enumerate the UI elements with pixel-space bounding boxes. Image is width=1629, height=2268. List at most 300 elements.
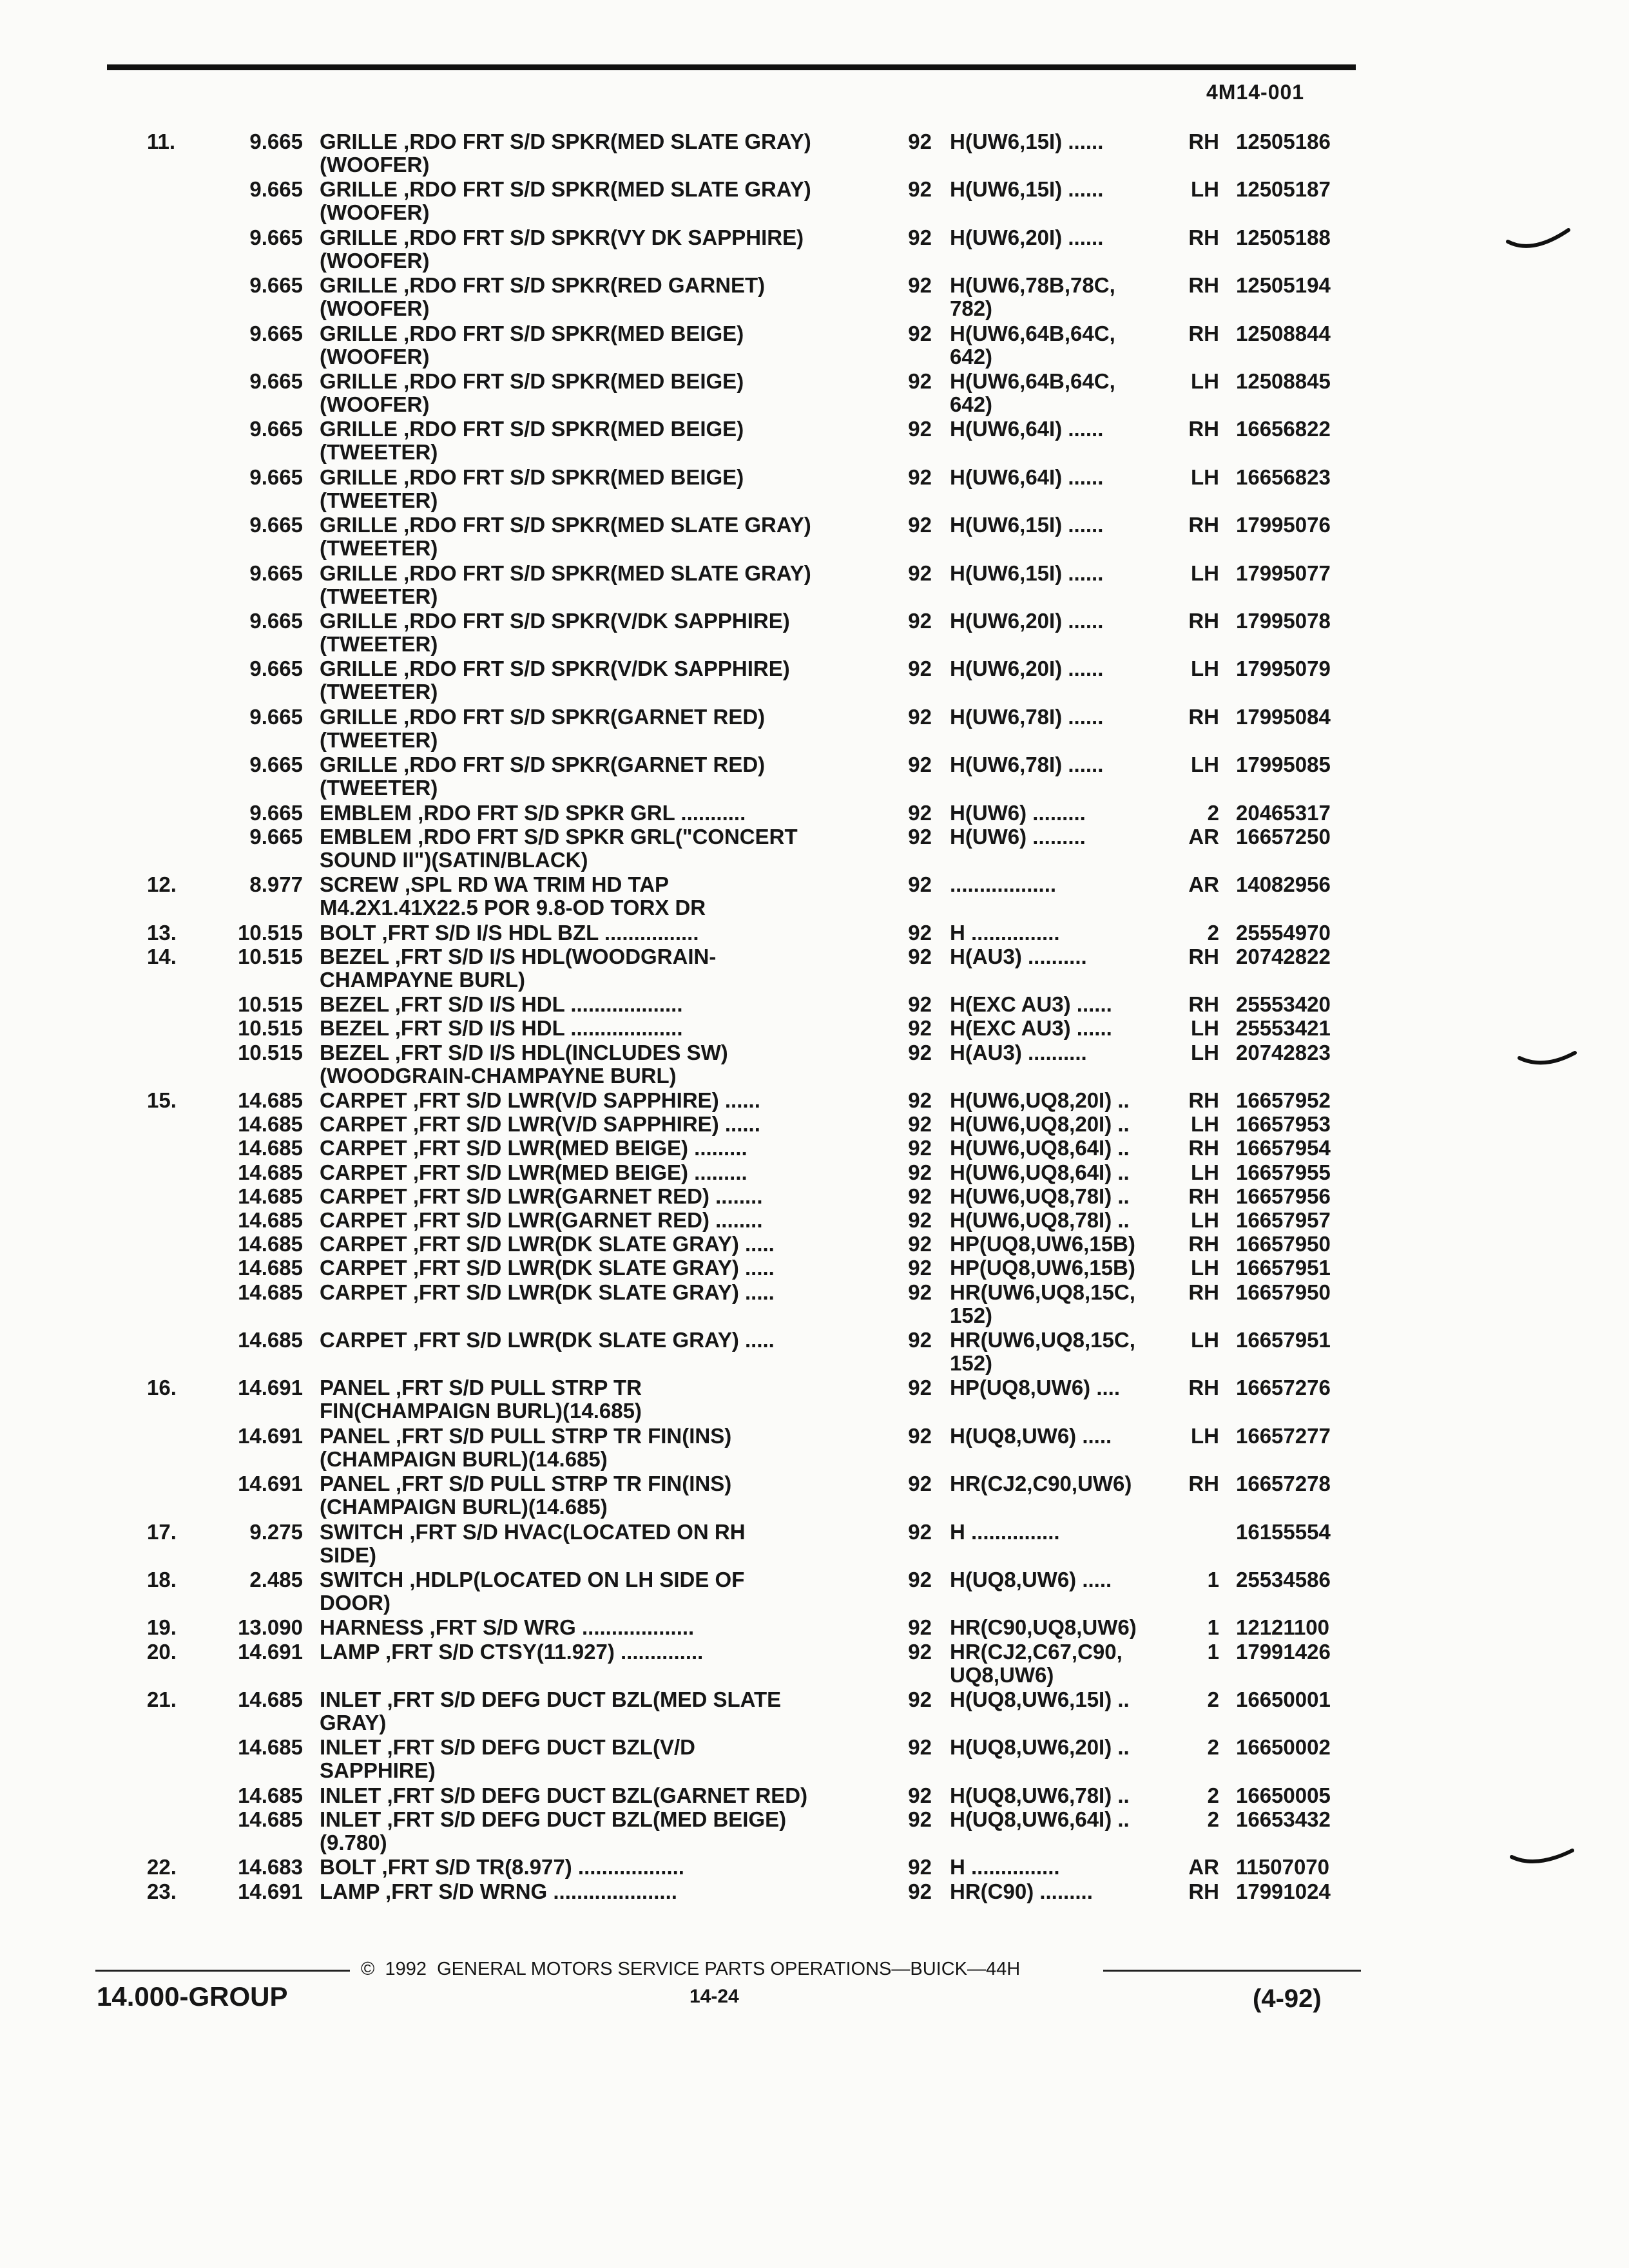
part-description: CARPET ,FRT S/D LWR(GARNET RED) ........ bbox=[320, 1184, 763, 1208]
model-code: H(EXC AU3) ...... bbox=[950, 992, 1112, 1017]
group-code: 14.685 bbox=[238, 1232, 303, 1256]
part-number: 12508844 bbox=[1236, 321, 1331, 345]
table-row bbox=[0, 322, 1629, 369]
model-year: 92 bbox=[908, 369, 932, 393]
quantity: AR bbox=[1188, 824, 1219, 849]
model-year: 92 bbox=[908, 1040, 932, 1064]
quantity: LH bbox=[1191, 1112, 1219, 1137]
part-number: 16657276 bbox=[1236, 1376, 1331, 1400]
footer-rule-right bbox=[1103, 1970, 1361, 1972]
group-code: 14.685 bbox=[238, 1160, 303, 1184]
quantity: LH bbox=[1191, 1328, 1219, 1352]
model-code: H(UW6) ......... bbox=[950, 824, 1086, 849]
part-description: GRILLE ,RDO FRT S/D SPKR(RED GARNET) (WOOFER) bbox=[320, 273, 766, 321]
model-code: H(UW6,15I) ...... bbox=[950, 513, 1104, 537]
model-code: .................. bbox=[950, 872, 1057, 897]
quantity: 1 bbox=[1207, 1639, 1219, 1664]
group-code: 14.685 bbox=[238, 1208, 303, 1232]
model-year: 92 bbox=[908, 321, 932, 345]
table-row bbox=[0, 562, 1629, 608]
group-code: 10.515 bbox=[238, 992, 303, 1017]
figure-number: 21. bbox=[147, 1687, 177, 1711]
group-code: 14.685 bbox=[238, 1783, 303, 1807]
quantity: AR bbox=[1188, 872, 1219, 897]
part-number: 16657956 bbox=[1236, 1184, 1331, 1208]
model-year: 92 bbox=[908, 609, 932, 633]
group-code: 9.665 bbox=[249, 657, 303, 681]
part-number: 11507070 bbox=[1236, 1855, 1330, 1879]
model-year: 92 bbox=[908, 944, 932, 968]
part-number: 12505186 bbox=[1236, 130, 1331, 153]
part-description: INLET ,FRT S/D DEFG DUCT BZL(MED BEIGE) (9.780) bbox=[320, 1807, 787, 1854]
model-code: H(UQ8,UW6) ..... bbox=[950, 1423, 1112, 1448]
part-number: 17995078 bbox=[1236, 609, 1331, 633]
model-code: HR(UW6,UQ8,15C, 152) bbox=[950, 1280, 1135, 1327]
quantity: LH bbox=[1191, 1040, 1219, 1064]
model-code: H(UW6,UQ8,20I) .. bbox=[950, 1112, 1130, 1137]
model-code: HP(UQ8,UW6,15B) bbox=[950, 1256, 1135, 1280]
part-number: 17991426 bbox=[1236, 1639, 1331, 1664]
copyright-line: © 1992 GENERAL MOTORS SERVICE PARTS OPERATIONS—BUICK—44H bbox=[361, 1959, 1021, 1979]
group-code: 14.685 bbox=[238, 1256, 303, 1280]
model-year: 92 bbox=[908, 1423, 932, 1448]
table-row bbox=[0, 418, 1629, 464]
model-year: 92 bbox=[908, 561, 932, 585]
model-year: 92 bbox=[908, 992, 932, 1017]
model-year: 92 bbox=[908, 1568, 932, 1591]
part-description: BOLT ,FRT S/D I/S HDL BZL ................ bbox=[320, 920, 699, 945]
part-number: 17995076 bbox=[1236, 513, 1331, 537]
group-code: 9.665 bbox=[249, 561, 303, 585]
model-year: 92 bbox=[908, 872, 932, 897]
group-code: 10.515 bbox=[238, 1040, 303, 1064]
group-code: 14.685 bbox=[238, 1328, 303, 1352]
part-number: 16657250 bbox=[1236, 824, 1331, 849]
model-code: H(UW6,15I) ...... bbox=[950, 177, 1104, 202]
part-number: 16657951 bbox=[1236, 1256, 1331, 1280]
part-description: GRILLE ,RDO FRT S/D SPKR(MED BEIGE) (TWEETER) bbox=[320, 465, 744, 512]
model-year: 92 bbox=[908, 1136, 932, 1160]
quantity: 2 bbox=[1207, 1807, 1219, 1831]
quantity: RH bbox=[1188, 130, 1219, 153]
table-row bbox=[0, 466, 1629, 512]
part-number: 16656822 bbox=[1236, 417, 1331, 441]
model-year: 92 bbox=[908, 1855, 932, 1879]
part-number: 12505187 bbox=[1236, 177, 1331, 202]
model-code: HP(UQ8,UW6,15B) bbox=[950, 1232, 1135, 1256]
quantity: RH bbox=[1188, 1088, 1219, 1112]
table-row bbox=[0, 1425, 1629, 1471]
group-code: 10.515 bbox=[238, 920, 303, 945]
model-year: 92 bbox=[908, 753, 932, 777]
group-code: 14.691 bbox=[238, 1879, 303, 1903]
part-number: 20742822 bbox=[1236, 944, 1331, 968]
model-year: 92 bbox=[908, 1256, 932, 1280]
group-code: 14.685 bbox=[238, 1112, 303, 1137]
model-code: H(UW6,20I) ...... bbox=[950, 225, 1104, 249]
table-row bbox=[0, 130, 1629, 177]
part-number: 17991024 bbox=[1236, 1879, 1331, 1903]
group-label: 14.000-GROUP bbox=[97, 1981, 288, 2012]
part-description: CARPET ,FRT S/D LWR(DK SLATE GRAY) ..... bbox=[320, 1280, 775, 1304]
margin-tick-mark bbox=[1507, 229, 1577, 255]
model-code: H ............... bbox=[950, 1855, 1060, 1879]
table-row bbox=[0, 1736, 1629, 1782]
quantity: LH bbox=[1191, 753, 1219, 777]
part-description: CARPET ,FRT S/D LWR(V/D SAPPHIRE) ...... bbox=[320, 1112, 760, 1137]
figure-number: 19. bbox=[147, 1615, 177, 1640]
table-row bbox=[0, 1472, 1629, 1519]
part-number: 25553420 bbox=[1236, 992, 1331, 1017]
model-year: 92 bbox=[908, 1472, 932, 1496]
group-code: 14.691 bbox=[238, 1472, 303, 1496]
group-code: 9.665 bbox=[249, 513, 303, 537]
top-rule bbox=[107, 64, 1356, 70]
quantity: RH bbox=[1188, 992, 1219, 1017]
model-year: 92 bbox=[908, 657, 932, 681]
group-code: 9.665 bbox=[249, 225, 303, 249]
model-year: 92 bbox=[908, 800, 932, 825]
figure-number: 12. bbox=[147, 872, 177, 897]
part-number: 16657277 bbox=[1236, 1423, 1331, 1448]
table-row bbox=[0, 370, 1629, 416]
model-code: HR(CJ2,C90,UW6) bbox=[950, 1472, 1132, 1496]
quantity: AR bbox=[1188, 1855, 1219, 1879]
model-code: H(UW6,UQ8,20I) .. bbox=[950, 1088, 1130, 1112]
model-code: HP(UQ8,UW6) .... bbox=[950, 1376, 1121, 1400]
model-code: H(UQ8,UW6,15I) .. bbox=[950, 1687, 1130, 1711]
model-code: H(UW6,15I) ...... bbox=[950, 130, 1104, 153]
quantity: RH bbox=[1188, 1879, 1219, 1903]
part-description: INLET ,FRT S/D DEFG DUCT BZL(GARNET RED) bbox=[320, 1783, 808, 1807]
part-description: GRILLE ,RDO FRT S/D SPKR(VY DK SAPPHIRE) (WOOFER) bbox=[320, 225, 804, 273]
part-number: 16657951 bbox=[1236, 1328, 1331, 1352]
group-code: 9.665 bbox=[249, 273, 303, 298]
part-description: CARPET ,FRT S/D LWR(DK SLATE GRAY) ..... bbox=[320, 1256, 775, 1280]
quantity: RH bbox=[1188, 417, 1219, 441]
quantity: RH bbox=[1188, 944, 1219, 968]
figure-number: 16. bbox=[147, 1376, 177, 1400]
part-number: 25554970 bbox=[1236, 920, 1331, 945]
quantity: 2 bbox=[1207, 1687, 1219, 1711]
model-year: 92 bbox=[908, 1639, 932, 1664]
model-code: HR(UW6,UQ8,15C, 152) bbox=[950, 1328, 1135, 1375]
table-row bbox=[0, 514, 1629, 560]
quantity: LH bbox=[1191, 369, 1219, 393]
quantity: RH bbox=[1188, 1184, 1219, 1208]
table-row bbox=[0, 610, 1629, 656]
model-year: 92 bbox=[908, 417, 932, 441]
group-code: 14.685 bbox=[238, 1184, 303, 1208]
part-number: 20465317 bbox=[1236, 800, 1331, 825]
quantity: 2 bbox=[1207, 1735, 1219, 1760]
quantity: RH bbox=[1188, 609, 1219, 633]
part-description: PANEL ,FRT S/D PULL STRP TR FIN(INS) (CHAMPAIGN BURL)(14.685) bbox=[320, 1472, 732, 1519]
figure-number: 23. bbox=[147, 1879, 177, 1903]
group-code: 14.691 bbox=[238, 1423, 303, 1448]
quantity: 2 bbox=[1207, 800, 1219, 825]
part-number: 16657278 bbox=[1236, 1472, 1331, 1496]
part-number: 16656823 bbox=[1236, 465, 1331, 489]
table-row bbox=[0, 1376, 1629, 1423]
group-code: 9.665 bbox=[249, 824, 303, 849]
table-row bbox=[0, 706, 1629, 752]
model-year: 92 bbox=[908, 1328, 932, 1352]
part-number: 14082956 bbox=[1236, 872, 1331, 897]
table-row bbox=[0, 1568, 1629, 1615]
quantity: RH bbox=[1188, 1376, 1219, 1400]
part-description: CARPET ,FRT S/D LWR(V/D SAPPHIRE) ...... bbox=[320, 1088, 760, 1112]
part-number: 25553421 bbox=[1236, 1016, 1331, 1041]
part-description: LAMP ,FRT S/D CTSY(11.927) .............. bbox=[320, 1639, 704, 1664]
quantity: 2 bbox=[1207, 1783, 1219, 1807]
model-code: H(UW6,64B,64C, 642) bbox=[950, 321, 1115, 369]
model-year: 92 bbox=[908, 273, 932, 298]
group-code: 9.665 bbox=[249, 465, 303, 489]
page-code: 4M14-001 bbox=[1206, 81, 1305, 104]
footer-rule-left bbox=[95, 1970, 350, 1972]
model-code: H(UW6,64I) ...... bbox=[950, 465, 1104, 489]
part-description: SCREW ,SPL RD WA TRIM HD TAP M4.2X1.41X22.5 POR 9.8-OD TORX DR bbox=[320, 872, 706, 920]
table-row bbox=[0, 825, 1629, 872]
group-code: 14.683 bbox=[238, 1855, 303, 1879]
part-description: PANEL ,FRT S/D PULL STRP TR FIN(CHAMPAIGN BURL)(14.685) bbox=[320, 1376, 642, 1423]
group-code: 10.515 bbox=[238, 1016, 303, 1041]
group-code: 9.665 bbox=[249, 704, 303, 729]
part-description: INLET ,FRT S/D DEFG DUCT BZL(V/D SAPPHIRE) bbox=[320, 1735, 695, 1783]
quantity: RH bbox=[1188, 273, 1219, 298]
figure-number: 15. bbox=[147, 1088, 177, 1112]
part-description: GRILLE ,RDO FRT S/D SPKR(MED SLATE GRAY) (TWEETER) bbox=[320, 513, 811, 561]
part-description: BEZEL ,FRT S/D I/S HDL ................... bbox=[320, 1016, 683, 1041]
table-row bbox=[0, 1281, 1629, 1327]
part-description: GRILLE ,RDO FRT S/D SPKR(GARNET RED) (TWEETER) bbox=[320, 704, 766, 752]
quantity: LH bbox=[1191, 1016, 1219, 1041]
part-number: 12121100 bbox=[1236, 1615, 1330, 1640]
group-code: 14.685 bbox=[238, 1088, 303, 1112]
figure-number: 14. bbox=[147, 944, 177, 968]
group-code: 2.485 bbox=[249, 1568, 303, 1591]
model-code: H(UW6,78I) ...... bbox=[950, 704, 1104, 729]
part-number: 16155554 bbox=[1236, 1519, 1331, 1544]
model-code: HR(C90,UQ8,UW6) bbox=[950, 1615, 1137, 1640]
table-row bbox=[0, 178, 1629, 224]
model-year: 92 bbox=[908, 225, 932, 249]
part-description: GRILLE ,RDO FRT S/D SPKR(MED BEIGE) (WOOFER) bbox=[320, 321, 744, 369]
part-description: BEZEL ,FRT S/D I/S HDL(WOODGRAIN- CHAMPAYNE BURL) bbox=[320, 944, 717, 992]
date-code: (4-92) bbox=[1253, 1984, 1322, 2013]
part-description: CARPET ,FRT S/D LWR(GARNET RED) ........ bbox=[320, 1208, 763, 1232]
part-number: 16657952 bbox=[1236, 1088, 1331, 1112]
table-row bbox=[0, 1041, 1629, 1088]
model-code: H(UW6,78B,78C, 782) bbox=[950, 273, 1115, 321]
part-number: 25534586 bbox=[1236, 1568, 1331, 1591]
model-year: 92 bbox=[908, 1088, 932, 1112]
part-number: 17995085 bbox=[1236, 753, 1331, 777]
group-code: 14.691 bbox=[238, 1639, 303, 1664]
part-description: EMBLEM ,RDO FRT S/D SPKR GRL("CONCERT SOUND II")(SATIN/BLACK) bbox=[320, 824, 798, 872]
table-row bbox=[0, 945, 1629, 992]
group-code: 14.685 bbox=[238, 1735, 303, 1760]
part-description: GRILLE ,RDO FRT S/D SPKR(MED SLATE GRAY) (WOOFER) bbox=[320, 130, 811, 177]
table-row bbox=[0, 657, 1629, 704]
part-number: 16657955 bbox=[1236, 1160, 1331, 1184]
group-code: 9.665 bbox=[249, 417, 303, 441]
model-code: H(UW6,20I) ...... bbox=[950, 657, 1104, 681]
group-code: 14.685 bbox=[238, 1807, 303, 1831]
part-number: 12505194 bbox=[1236, 273, 1331, 298]
part-number: 16657957 bbox=[1236, 1208, 1331, 1232]
group-code: 9.275 bbox=[249, 1519, 303, 1544]
part-number: 16657950 bbox=[1236, 1232, 1331, 1256]
part-description: SWITCH ,FRT S/D HVAC(LOCATED ON RH SIDE) bbox=[320, 1519, 746, 1567]
model-year: 92 bbox=[908, 1184, 932, 1208]
group-code: 9.665 bbox=[249, 130, 303, 153]
group-code: 14.685 bbox=[238, 1280, 303, 1304]
part-description: LAMP ,FRT S/D WRNG ..................... bbox=[320, 1879, 677, 1903]
part-number: 16657950 bbox=[1236, 1280, 1331, 1304]
group-code: 13.090 bbox=[238, 1615, 303, 1640]
quantity: 1 bbox=[1207, 1615, 1219, 1640]
group-code: 9.665 bbox=[249, 369, 303, 393]
part-description: CARPET ,FRT S/D LWR(DK SLATE GRAY) ..... bbox=[320, 1328, 775, 1352]
part-description: BOLT ,FRT S/D TR(8.977) .................. bbox=[320, 1855, 684, 1879]
group-code: 9.665 bbox=[249, 753, 303, 777]
model-year: 92 bbox=[908, 1807, 932, 1831]
quantity: RH bbox=[1188, 1232, 1219, 1256]
model-code: H(UW6,64B,64C, 642) bbox=[950, 369, 1115, 416]
model-code: H(UW6,20I) ...... bbox=[950, 609, 1104, 633]
figure-number: 22. bbox=[147, 1855, 177, 1879]
model-year: 92 bbox=[908, 513, 932, 537]
group-code: 8.977 bbox=[249, 872, 303, 897]
model-code: H(UW6,UQ8,64I) .. bbox=[950, 1160, 1130, 1184]
part-description: CARPET ,FRT S/D LWR(DK SLATE GRAY) ..... bbox=[320, 1232, 775, 1256]
part-number: 16650005 bbox=[1236, 1783, 1331, 1807]
model-code: H(AU3) .......... bbox=[950, 1040, 1087, 1064]
quantity: LH bbox=[1191, 177, 1219, 202]
model-year: 92 bbox=[908, 1016, 932, 1041]
part-number: 16653432 bbox=[1236, 1807, 1331, 1831]
group-code: 9.665 bbox=[249, 177, 303, 202]
part-number: 17995077 bbox=[1236, 561, 1331, 585]
table-row bbox=[0, 274, 1629, 320]
part-number: 12505188 bbox=[1236, 225, 1331, 249]
quantity: LH bbox=[1191, 1423, 1219, 1448]
part-description: CARPET ,FRT S/D LWR(MED BEIGE) ......... bbox=[320, 1136, 747, 1160]
model-code: H(EXC AU3) ...... bbox=[950, 1016, 1112, 1041]
model-year: 92 bbox=[908, 1879, 932, 1903]
model-code: H ............... bbox=[950, 920, 1060, 945]
part-description: EMBLEM ,RDO FRT S/D SPKR GRL ........... bbox=[320, 800, 746, 825]
margin-tick-mark bbox=[1518, 1049, 1589, 1075]
model-year: 92 bbox=[908, 465, 932, 489]
model-year: 92 bbox=[908, 1160, 932, 1184]
part-number: 16650001 bbox=[1236, 1687, 1331, 1711]
model-year: 92 bbox=[908, 1687, 932, 1711]
part-description: PANEL ,FRT S/D PULL STRP TR FIN(INS) (CHAMPAIGN BURL)(14.685) bbox=[320, 1423, 732, 1471]
quantity: RH bbox=[1188, 225, 1219, 249]
part-number: 16650002 bbox=[1236, 1735, 1331, 1760]
model-code: H(UQ8,UW6,20I) .. bbox=[950, 1735, 1130, 1760]
quantity: LH bbox=[1191, 657, 1219, 681]
quantity: LH bbox=[1191, 1160, 1219, 1184]
model-code: H(UW6,64I) ...... bbox=[950, 417, 1104, 441]
model-code: H(AU3) .......... bbox=[950, 944, 1087, 968]
table-row bbox=[0, 753, 1629, 800]
model-code: H(UW6) ......... bbox=[950, 800, 1086, 825]
figure-number: 18. bbox=[147, 1568, 177, 1591]
figure-number: 11. bbox=[147, 130, 176, 153]
part-description: GRILLE ,RDO FRT S/D SPKR(MED SLATE GRAY) (TWEETER) bbox=[320, 561, 811, 608]
part-description: GRILLE ,RDO FRT S/D SPKR(MED SLATE GRAY) (WOOFER) bbox=[320, 177, 811, 225]
quantity: RH bbox=[1188, 513, 1219, 537]
model-code: H ............... bbox=[950, 1519, 1060, 1544]
quantity: 2 bbox=[1207, 920, 1219, 945]
group-code: 9.665 bbox=[249, 321, 303, 345]
group-code: 14.691 bbox=[238, 1376, 303, 1400]
part-description: BEZEL ,FRT S/D I/S HDL(INCLUDES SW) (WOODGRAIN-CHAMPAYNE BURL) bbox=[320, 1040, 728, 1088]
part-number: 20742823 bbox=[1236, 1040, 1331, 1064]
model-year: 92 bbox=[908, 177, 932, 202]
model-year: 92 bbox=[908, 1112, 932, 1137]
table-row bbox=[0, 226, 1629, 273]
part-description: HARNESS ,FRT S/D WRG ................... bbox=[320, 1615, 695, 1640]
part-number: 16657954 bbox=[1236, 1136, 1331, 1160]
model-code: H(UQ8,UW6) ..... bbox=[950, 1568, 1112, 1591]
model-code: H(UQ8,UW6,64I) .. bbox=[950, 1807, 1130, 1831]
model-year: 92 bbox=[908, 1280, 932, 1304]
part-number: 17995079 bbox=[1236, 657, 1331, 681]
model-year: 92 bbox=[908, 1208, 932, 1232]
table-row bbox=[0, 873, 1629, 919]
quantity: RH bbox=[1188, 321, 1219, 345]
figure-number: 20. bbox=[147, 1639, 177, 1664]
quantity: RH bbox=[1188, 704, 1219, 729]
model-year: 92 bbox=[908, 1783, 932, 1807]
model-year: 92 bbox=[908, 1615, 932, 1640]
table-row bbox=[0, 1640, 1629, 1687]
model-code: H(UW6,15I) ...... bbox=[950, 561, 1104, 585]
table-row bbox=[0, 1329, 1629, 1375]
part-description: CARPET ,FRT S/D LWR(MED BEIGE) ......... bbox=[320, 1160, 747, 1184]
part-number: 16657953 bbox=[1236, 1112, 1331, 1137]
model-year: 92 bbox=[908, 704, 932, 729]
part-description: INLET ,FRT S/D DEFG DUCT BZL(MED SLATE GRAY) bbox=[320, 1687, 782, 1735]
quantity: LH bbox=[1191, 465, 1219, 489]
model-code: H(UQ8,UW6,78I) .. bbox=[950, 1783, 1130, 1807]
model-code: H(UW6,UQ8,78I) .. bbox=[950, 1208, 1130, 1232]
model-year: 92 bbox=[908, 920, 932, 945]
margin-tick-mark bbox=[1510, 1848, 1581, 1874]
quantity: RH bbox=[1188, 1136, 1219, 1160]
model-year: 92 bbox=[908, 1376, 932, 1400]
part-description: SWITCH ,HDLP(LOCATED ON LH SIDE OF DOOR) bbox=[320, 1568, 745, 1615]
model-year: 92 bbox=[908, 1735, 932, 1760]
page-number: 14-24 bbox=[689, 1986, 739, 2007]
model-year: 92 bbox=[908, 1232, 932, 1256]
table-row bbox=[0, 1521, 1629, 1567]
quantity: LH bbox=[1191, 1256, 1219, 1280]
table-row bbox=[0, 1880, 1629, 1927]
table-row bbox=[0, 1808, 1629, 1854]
part-description: GRILLE ,RDO FRT S/D SPKR(V/DK SAPPHIRE) (TWEETER) bbox=[320, 657, 790, 704]
part-description: GRILLE ,RDO FRT S/D SPKR(MED BEIGE) (WOOFER) bbox=[320, 369, 744, 416]
quantity: RH bbox=[1188, 1280, 1219, 1304]
quantity: LH bbox=[1191, 561, 1219, 585]
model-year: 92 bbox=[908, 1519, 932, 1544]
group-code: 14.685 bbox=[238, 1136, 303, 1160]
